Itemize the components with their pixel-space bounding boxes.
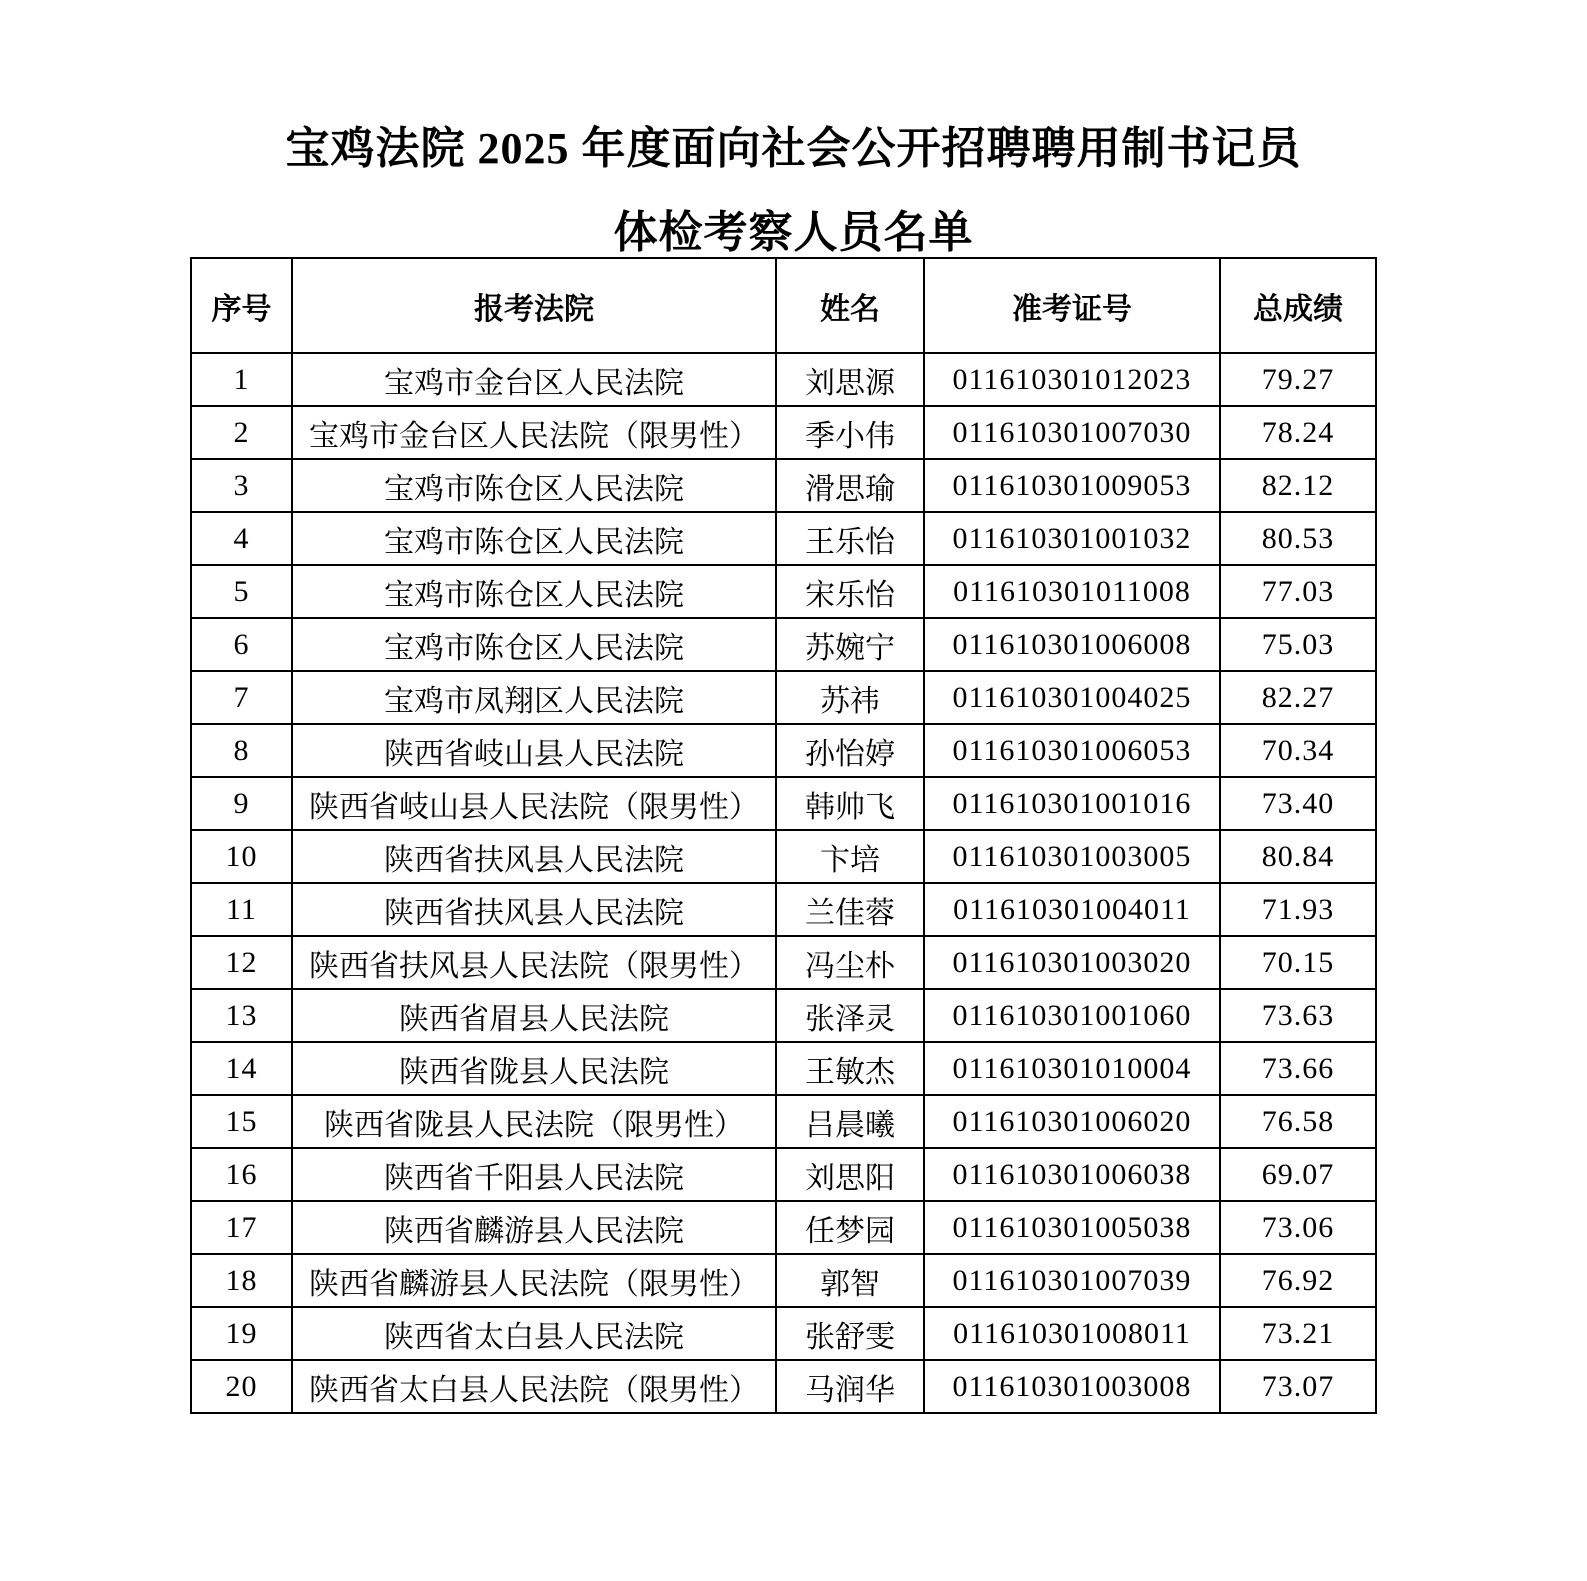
- cell-court: 宝鸡市凤翔区人民法院: [292, 671, 776, 724]
- cell-score: 77.03: [1220, 565, 1376, 618]
- cell-name: 苏婉宁: [776, 618, 924, 671]
- cell-score: 70.34: [1220, 724, 1376, 777]
- cell-name: 任梦园: [776, 1201, 924, 1254]
- cell-court: 陕西省麟游县人民法院: [292, 1201, 776, 1254]
- header-name: 姓名: [776, 258, 924, 353]
- cell-court: 陕西省扶风县人民法院（限男性）: [292, 936, 776, 989]
- cell-ticket: 011610301004025: [924, 671, 1220, 724]
- table-row: [191, 936, 1376, 989]
- table-row: [191, 1095, 1376, 1148]
- cell-name: 冯尘朴: [776, 936, 924, 989]
- table-row: [191, 1254, 1376, 1307]
- cell-court: 宝鸡市陈仓区人民法院: [292, 565, 776, 618]
- cell-name: 宋乐怡: [776, 565, 924, 618]
- table-row: [191, 618, 1376, 671]
- cell-court: 陕西省太白县人民法院（限男性）: [292, 1360, 776, 1413]
- cell-court: 宝鸡市金台区人民法院: [292, 353, 776, 406]
- cell-seq: 20: [191, 1360, 292, 1413]
- cell-ticket: 011610301005038: [924, 1201, 1220, 1254]
- cell-ticket: 011610301001016: [924, 777, 1220, 830]
- table-header-row: [191, 258, 1376, 353]
- cell-ticket: 011610301010004: [924, 1042, 1220, 1095]
- document-title-line2: 体检考察人员名单: [613, 208, 974, 257]
- cell-score: 73.21: [1220, 1307, 1376, 1360]
- table-row: [191, 565, 1376, 618]
- cell-seq: 7: [191, 671, 292, 724]
- cell-court: 陕西省陇县人民法院（限男性）: [292, 1095, 776, 1148]
- table-row: [191, 724, 1376, 777]
- cell-score: 76.58: [1220, 1095, 1376, 1148]
- cell-ticket: 011610301006020: [924, 1095, 1220, 1148]
- cell-score: 73.07: [1220, 1360, 1376, 1413]
- cell-court: 陕西省扶风县人民法院: [292, 883, 776, 936]
- cell-name: 马润华: [776, 1360, 924, 1413]
- table-body: [191, 353, 1376, 1413]
- table-row: [191, 777, 1376, 830]
- cell-ticket: 011610301007030: [924, 406, 1220, 459]
- cell-seq: 4: [191, 512, 292, 565]
- cell-ticket: 011610301009053: [924, 459, 1220, 512]
- document-title-line1: 宝鸡法院 2025 年度面向社会公开招聘聘用制书记员: [285, 124, 1302, 173]
- table-header: [191, 258, 1376, 353]
- cell-court: 陕西省岐山县人民法院: [292, 724, 776, 777]
- table-row: [191, 1148, 1376, 1201]
- cell-court: 陕西省太白县人民法院: [292, 1307, 776, 1360]
- table-row: [191, 989, 1376, 1042]
- cell-seq: 9: [191, 777, 292, 830]
- cell-score: 73.63: [1220, 989, 1376, 1042]
- cell-ticket: 011610301012023: [924, 353, 1220, 406]
- header-seq: 序号: [191, 258, 292, 353]
- cell-score: 79.27: [1220, 353, 1376, 406]
- cell-score: 69.07: [1220, 1148, 1376, 1201]
- cell-seq: 8: [191, 724, 292, 777]
- cell-ticket: 011610301001032: [924, 512, 1220, 565]
- table-row: [191, 830, 1376, 883]
- cell-seq: 13: [191, 989, 292, 1042]
- cell-ticket: 011610301003020: [924, 936, 1220, 989]
- cell-court: 陕西省千阳县人民法院: [292, 1148, 776, 1201]
- header-ticket: 准考证号: [924, 258, 1220, 353]
- cell-ticket: 011610301011008: [924, 565, 1220, 618]
- cell-score: 82.27: [1220, 671, 1376, 724]
- cell-name: 刘思源: [776, 353, 924, 406]
- cell-seq: 19: [191, 1307, 292, 1360]
- cell-score: 71.93: [1220, 883, 1376, 936]
- table-row: [191, 1201, 1376, 1254]
- cell-ticket: 011610301003008: [924, 1360, 1220, 1413]
- cell-court: 宝鸡市金台区人民法院（限男性）: [292, 406, 776, 459]
- cell-court: 陕西省麟游县人民法院（限男性）: [292, 1254, 776, 1307]
- cell-seq: 6: [191, 618, 292, 671]
- cell-ticket: 011610301006053: [924, 724, 1220, 777]
- cell-ticket: 011610301006008: [924, 618, 1220, 671]
- cell-name: 吕晨曦: [776, 1095, 924, 1148]
- cell-court: 宝鸡市陈仓区人民法院: [292, 459, 776, 512]
- cell-score: 73.66: [1220, 1042, 1376, 1095]
- candidates-table: [190, 257, 1377, 1414]
- cell-name: 张泽灵: [776, 989, 924, 1042]
- cell-court: 陕西省陇县人民法院: [292, 1042, 776, 1095]
- cell-seq: 14: [191, 1042, 292, 1095]
- cell-seq: 11: [191, 883, 292, 936]
- cell-ticket: 011610301003005: [924, 830, 1220, 883]
- cell-name: 卞培: [776, 830, 924, 883]
- cell-score: 75.03: [1220, 618, 1376, 671]
- cell-score: 82.12: [1220, 459, 1376, 512]
- cell-ticket: 011610301008011: [924, 1307, 1220, 1360]
- cell-court: 陕西省扶风县人民法院: [292, 830, 776, 883]
- table-row: [191, 1360, 1376, 1413]
- cell-name: 苏祎: [776, 671, 924, 724]
- cell-score: 73.40: [1220, 777, 1376, 830]
- cell-name: 张舒雯: [776, 1307, 924, 1360]
- cell-score: 70.15: [1220, 936, 1376, 989]
- cell-court: 陕西省眉县人民法院: [292, 989, 776, 1042]
- cell-score: 80.84: [1220, 830, 1376, 883]
- cell-seq: 5: [191, 565, 292, 618]
- cell-seq: 3: [191, 459, 292, 512]
- cell-score: 73.06: [1220, 1201, 1376, 1254]
- table-row: [191, 459, 1376, 512]
- cell-seq: 17: [191, 1201, 292, 1254]
- cell-name: 滑思瑜: [776, 459, 924, 512]
- cell-seq: 15: [191, 1095, 292, 1148]
- table-row: [191, 353, 1376, 406]
- cell-name: 兰佳蓉: [776, 883, 924, 936]
- cell-court: 宝鸡市陈仓区人民法院: [292, 512, 776, 565]
- cell-name: 郭智: [776, 1254, 924, 1307]
- cell-seq: 1: [191, 353, 292, 406]
- cell-seq: 12: [191, 936, 292, 989]
- cell-ticket: 011610301006038: [924, 1148, 1220, 1201]
- cell-name: 孙怡婷: [776, 724, 924, 777]
- cell-court: 陕西省岐山县人民法院（限男性）: [292, 777, 776, 830]
- table-row: [191, 406, 1376, 459]
- cell-ticket: 011610301001060: [924, 989, 1220, 1042]
- cell-score: 80.53: [1220, 512, 1376, 565]
- cell-name: 王乐怡: [776, 512, 924, 565]
- table-row: [191, 883, 1376, 936]
- cell-name: 王敏杰: [776, 1042, 924, 1095]
- table-row: [191, 671, 1376, 724]
- cell-score: 76.92: [1220, 1254, 1376, 1307]
- cell-name: 季小伟: [776, 406, 924, 459]
- cell-name: 刘思阳: [776, 1148, 924, 1201]
- cell-seq: 10: [191, 830, 292, 883]
- header-court: 报考法院: [292, 258, 776, 353]
- cell-seq: 2: [191, 406, 292, 459]
- cell-court: 宝鸡市陈仓区人民法院: [292, 618, 776, 671]
- table-row: [191, 1042, 1376, 1095]
- cell-name: 韩帅飞: [776, 777, 924, 830]
- cell-seq: 16: [191, 1148, 292, 1201]
- header-score: 总成绩: [1220, 258, 1376, 353]
- cell-ticket: 011610301007039: [924, 1254, 1220, 1307]
- cell-seq: 18: [191, 1254, 292, 1307]
- cell-score: 78.24: [1220, 406, 1376, 459]
- cell-ticket: 011610301004011: [924, 883, 1220, 936]
- table-row: [191, 1307, 1376, 1360]
- table-row: [191, 512, 1376, 565]
